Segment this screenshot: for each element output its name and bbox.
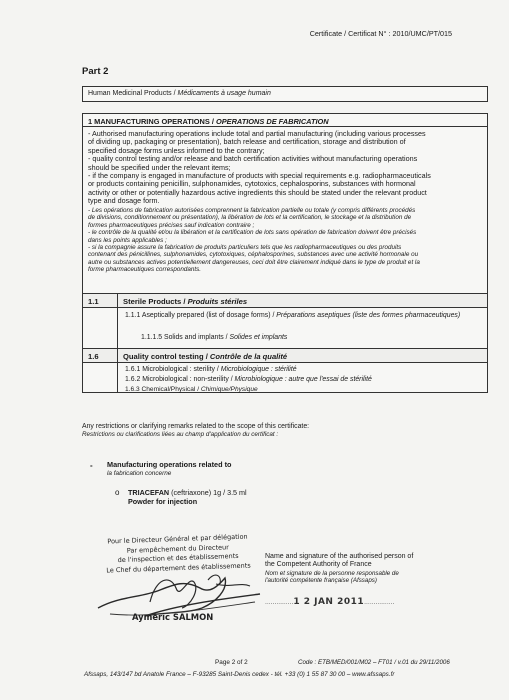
official-stamp: Pour le Directeur Général et par délégation Par empêchement du Directeur de l'inspection et des établissements Le Chef du département des établissements	[106, 532, 251, 575]
document-code: Code : ETB/MED/001/M02 – FT01 / v.01 du 29/11/2006	[298, 659, 450, 666]
row-sterile-products: 1.1 Sterile Products / Produits stériles	[83, 293, 487, 308]
product-type-fr: Médicaments à usage humain	[177, 90, 271, 97]
column-divider	[117, 293, 118, 349]
restrictions-note: Any restrictions or clarifying remarks related to the scope of this certificate: Restrictions ou clarifications liées au champ d'application du certificat :	[82, 423, 310, 439]
row-quality-control: 1.6 Quality control testing / Contrôle de la qualité	[83, 348, 487, 363]
manufacturing-operations-related: Manufacturing operations related to la fabrication concerne	[107, 460, 232, 477]
competent-authority: Name and signature of the authorised person of the Competent Authority of France Nom et signature de la personne responsable de l'autorité compétente française (Afssaps)	[265, 553, 414, 584]
date-field: ...............1 2 JAN 2011................	[265, 597, 395, 607]
signatory-name: Aymeric SALMON	[132, 612, 214, 622]
manufacturing-operations-box	[82, 113, 488, 393]
product-entry: TRIACEFAN (ceftriaxone) 1g / 3.5 ml Powder for injection	[128, 488, 247, 506]
list-bullet: o	[115, 488, 120, 497]
product-type-en: Human Medicinal Products /	[88, 90, 178, 97]
part-title: Part 2	[82, 66, 109, 77]
item-1-6-3: 1.6.3 Chemical/Physical / Chimique/Physique	[125, 386, 258, 393]
item-1-6-1: 1.6.1 Microbiological : sterility / Microbiologique : stérilité	[125, 366, 297, 373]
column-divider	[117, 348, 118, 393]
item-1-6-2: 1.6.2 Microbiological : non-sterility / Microbiologique : autre que l'essai de stérilité	[125, 376, 372, 383]
date-stamp: 1 2 JAN 2011	[293, 597, 365, 607]
certificate-number: Certificate / Certificat N° : 2010/UMC/PT/015	[309, 29, 452, 38]
item-1-1-1-5: 1.1.1.5 Solids and implants / Solides et implants	[141, 334, 288, 341]
product-type-box	[82, 86, 488, 102]
section-description-en: - Authorised manufacturing operations include total and partial manufacturing (including various processes of dividing up, packaging or presentation), batch release and certification, storage and distribution of specified dosage forms unless informed to the contrary; - quality control testing and/or release and batch certification activities without manufacturing operations should be specified under the relevant items; - if the company is engaged in manufacture of products with special requirements e.g. radiopharmaceuticals or products containing penicillin, sulphonamides, cytotoxics, cephalosporins, substances with hormonal activity or other or potentially hazardous active ingredients this should be stated under the relevant product type and dosage form.	[88, 129, 431, 206]
section-description-fr: - Les opérations de fabrication autorisées comprennent la fabrication partielle ou totale (y compris différents procédés de divisions, conditionnement ou présentation), la libération de lots et la certification, le stockage et la distribution de formes pharmaceutiques précises sauf indication contraire ; - le contrôle de la qualité et/ou la libération et la certification de lots sans opération de fabrication doivent être précisés dans les points applicables ; - si la compagnie assure la fabrication de produits particuliers tels que les radiopharmaceutiques ou des produits contenant des pénicillines, sulphonamides, cytotoxiques, céphalosporines, substances avec une activité hormonale ou autre ou substances actives potentiellement dangereuses, ceci doit être clairement indiqué dans le type de produit et la forme pharmaceutiques correspondants.	[88, 207, 420, 274]
agency-address: Afssaps, 143/147 bd Anatole France – F-93285 Saint-Denis cedex - tél. +33 (0) 1 55 87 30 00 – www.afssaps.fr	[84, 671, 395, 678]
section-title: 1 MANUFACTURING OPERATIONS / OPERATIONS DE FABRICATION	[83, 114, 487, 127]
page-number: Page 2 of 2	[215, 659, 248, 666]
item-1-1-1: 1.1.1 Aseptically prepared (list of dosage forms) / Préparations aseptiques (liste des formes pharmaceutiques)	[125, 312, 461, 319]
list-dash: -	[90, 461, 93, 470]
